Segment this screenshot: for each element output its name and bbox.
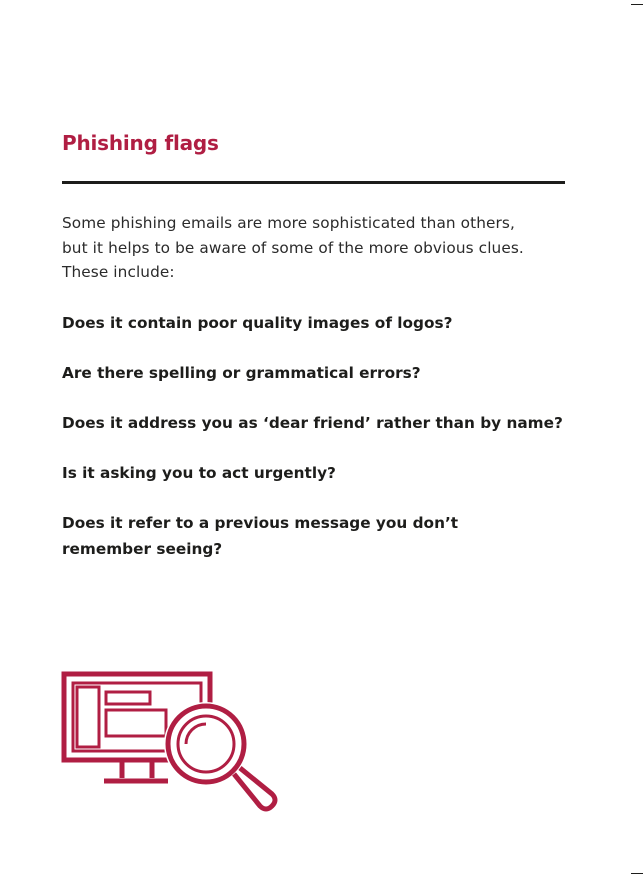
question-line: remember seeing? (62, 540, 223, 558)
crop-mark (631, 4, 643, 5)
intro-paragraph (62, 211, 562, 285)
intro-line: These include: (62, 263, 175, 281)
question-line: Is it asking you to act urgently? (62, 464, 336, 482)
monitor-magnifier-icon (60, 670, 282, 820)
title-divider (62, 181, 565, 184)
page-title: Phishing flags (62, 131, 219, 155)
intro-line: but it helps to be aware of some of the more obvious clues. (62, 238, 524, 257)
question-line: Does it address you as ‘dear friend’ rather than by name? (62, 414, 563, 432)
question-spelling (62, 360, 421, 386)
question-dear-friend (62, 410, 563, 436)
crop-mark (631, 873, 643, 874)
magnifier-handle (234, 768, 275, 809)
intro-line: Some phishing emails are more sophisticated than others, (62, 214, 515, 232)
screen-block (106, 710, 166, 736)
question-line: Does it refer to a previous message you don’t (62, 514, 459, 532)
question-logos (62, 310, 453, 336)
question-line: Are there spelling or grammatical errors? (62, 364, 421, 382)
question-previous-message (62, 510, 458, 562)
question-urgency (62, 460, 336, 486)
screen-bar-top (106, 692, 150, 704)
screen-column (77, 687, 99, 747)
question-line: Does it contain poor quality images of logos? (62, 314, 453, 332)
